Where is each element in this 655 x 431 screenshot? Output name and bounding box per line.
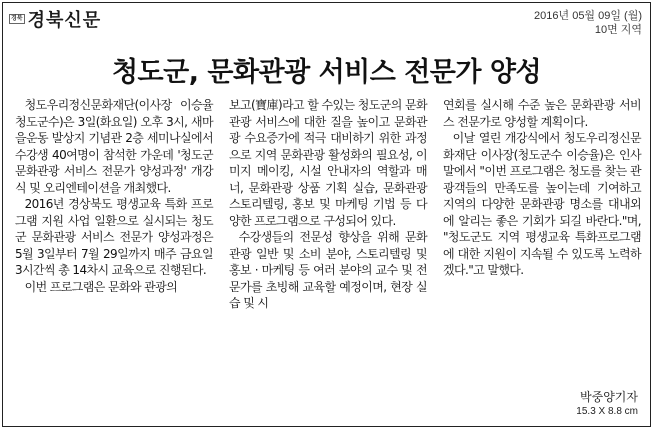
reporter-byline: 박중양기자 <box>580 390 638 404</box>
publish-date: 2016년 05월 09일 (월) <box>534 10 642 22</box>
article-column-2 <box>229 97 427 312</box>
newspaper-masthead <box>9 8 101 30</box>
dateline <box>534 9 642 37</box>
paragraph: 청도우리정신문화재단(이사장 이승율 청도군수)은 3일(화요일) 오후 3시, 새마을운동 발상지 기념관 2층 세미나실에서 수강생 40여명이 참석한 가운데 '청도군 문화관광 서비스 전문가 양성과정' 개강식 및 오리엔테이션을 개최했다. <box>15 98 213 195</box>
clip-size: 15.3 X 8.8 cm <box>576 406 638 417</box>
page-section: 10면 지역 <box>594 24 642 36</box>
newspaper-name: 경북신문 <box>27 10 102 31</box>
paragraph: 보고(寶庫)라고 할 수있는 청도군의 문화관광 서비스에 대한 질을 높이고 문화관광 수요증가에 적극 대비하기 위한 과정으로 지역 문화관광 활성화의 필요성, 이미지 메이킹, 시설 안내자의 역할과 매너, 문화관광 상품 기획 실습, 문화관광 스토리텔링, 홍보 및 마케팅 기법 등 다양한 프로그램으로 구성되어 있다. <box>229 98 427 228</box>
article-headline: 청도군, 문화관광 서비스 전문가 양성 <box>111 57 542 88</box>
paragraph: 이날 열린 개강식에서 청도우리정신문화재단 이사장(청도군수 이승율)은 인사말에서 "이번 프로그램은 청도를 찾는 관광객들의 만족도를 높이는데 기여하고 지역의 다양한 문화관광 명소를 대내외에 알리는 좋은 기회가 되길 바란다."며, "청도군도 지역 평생교육 특화프로그램에 대한 지원이 지속될 수 있도록 노력하겠다."고 말했다. <box>443 131 641 277</box>
newspaper-logo-icon: 경북 <box>11 15 23 22</box>
paragraph: 연회를 실시해 수준 높은 문화관광 서비스 전문가로 양성할 계획이다. <box>443 98 641 129</box>
article-clipping <box>2 2 651 427</box>
paragraph: 2016년 경상북도 평생교육 특화 프로그램 지원 사업 일환으로 실시되는 청도군 문화관광 서비스 전문가 양성과정은 5월 3일부터 7월 29일까지 매주 금요일 3시간씩 총 14차시 교육으로 진행된다. <box>15 197 213 277</box>
paragraph: 이번 프로그램은 문화와 관광의 <box>24 279 178 294</box>
article-column-1 <box>15 97 213 295</box>
paragraph: 수강생들의 전문성 향상을 위해 문화관광 일반 및 소비 분야, 스토리텔링 및 홍보 · 마케팅 등 여러 분야의 교수 및 전문가를 초빙해 교육할 예정이며, 현장 실습 및 시 <box>229 230 427 310</box>
article-column-3 <box>443 97 641 279</box>
